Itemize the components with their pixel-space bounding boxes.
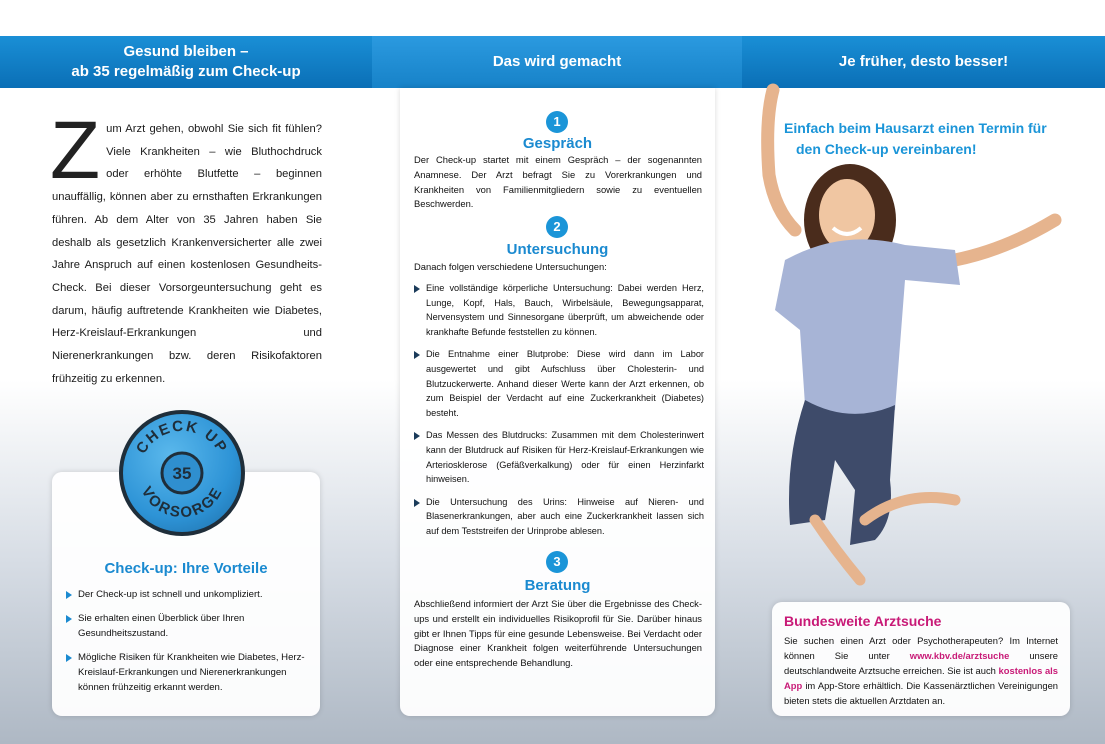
header-col1-line1: Gesund bleiben –	[123, 43, 249, 60]
step-2-item: Das Messen des Blutdrucks: Zusammen mit dem Cholesterinwert kann der Blutdruck auf Risiken für Herz-Kreislauf-Erkrankungen wie Arteriosklerose (Gefäßverkalkung) oder für einen Herzinfarkt hinweisen.	[414, 428, 704, 486]
step-2-text: Danach folgen verschiedene Untersuchungen:	[414, 261, 607, 272]
step-1-number: 1	[546, 111, 568, 133]
drop-cap: Z	[50, 105, 101, 196]
step-3-title: Beratung	[524, 577, 591, 594]
badge-bottom-text: VORSORGE	[137, 483, 227, 522]
header-col-gemacht: Das wird gemacht	[372, 36, 742, 88]
header-col-gesund	[0, 36, 372, 88]
intro-text: um Arzt gehen, obwohl Sie sich fit fühlen? Viele Krankheiten – wie Bluthochdruck oder erhöhte Blutfette – beginnen unauffällig, können aber zu ernsthaften Erkrankungen führen. Ab dem Alter von 35 Jahren haben Sie deshalb als gesetzlich Krankenversicherter alle zwei Jahre Anspruch auf einen kostenlosen Gesundheits-Check. Bei dieser Vorsorgeuntersuchung geht es darum, häufig auftretende Krankheiten wie Diabetes, Herz-Kreislauf-Erkrankungen und Nierenerkrankungen bzw. deren Risikofaktoren frühzeitig zu erkennen.	[52, 123, 322, 385]
header-col1-line2: ab 35 regelmäßig zum Check-up	[71, 63, 301, 80]
step-2-list	[414, 281, 704, 547]
arztsuche-text-c: im App-Store erhältlich. Die Kassenärztlichen Vereinigungen bieten stets die aktuellen Arztdaten an.	[784, 680, 1058, 706]
step-3-number: 3	[546, 551, 568, 573]
hausarzt-line2: den Check-up vereinbaren!	[796, 141, 977, 157]
hausarzt-line1: Einfach beim Hausarzt einen Termin für	[784, 120, 1047, 136]
arztsuche-link[interactable]: www.kbv.de/arztsuche	[909, 650, 1010, 661]
arztsuche-text	[784, 633, 1058, 708]
vorteile-item: Der Check-up ist schnell und unkompliziert.	[66, 587, 306, 602]
step-3-text: Abschließend informiert der Arzt Sie über die Ergebnisse des Check-ups und erstellt ein individuelles Risikoprofil für Sie. Darüber hinaus gibt er Ihnen Tipps für eine gesunde Lebensweise. Bei Verdacht oder Diagnose einer Krankheit folgen weiterführende Untersuchungen oder eine entsprechende Behandlung.	[414, 598, 702, 669]
step-2-item: Eine vollständige körperliche Untersuchung: Dabei werden Herz, Lunge, Kopf, Hals, Bauch, Wirbelsäule, Bewegungsapparat, Nervensystem und Sinnesorgane überprüft, um abweichende oder krankhafte Befunde feststellen zu können.	[414, 281, 704, 339]
badge-number: 35	[172, 464, 192, 483]
arztsuche-text-b: unsere deutschlandweite Arztsuche erreichen. Sie ist auch	[784, 650, 1058, 676]
intro-paragraph	[50, 105, 322, 390]
vorteile-item: Mögliche Risiken für Krankheiten wie Diabetes, Herz-Kreislauf-Erkrankungen und Nierenerkrankungen können frühzeitig erkannt werden.	[66, 650, 306, 695]
checkup-badge	[119, 410, 245, 536]
badge-top-text: CHECK UP	[132, 417, 232, 457]
jumping-woman-illustration	[755, 80, 1075, 600]
header-col-frueher: Je früher, desto besser!	[838, 53, 1009, 70]
badge-graphic	[123, 414, 241, 532]
step-2-item: Die Untersuchung des Urins: Hinweise auf Nieren- und Blasenerkrankungen, aber auch eine Zuckerkrankheit lassen sich auf dem Teststreifen der Urinprobe ablesen.	[414, 495, 704, 539]
vorteile-list	[66, 587, 306, 704]
arztsuche-app: kostenlos als App	[784, 665, 1059, 691]
step-1-text: Der Check-up startet mit einem Gespräch – der sogenannten Anamnese. Der Arzt befragt Sie zu Vorerkrankungen und Krankheiten von Familienmitgliedern sowie zu eventuellen Beschwerden.	[414, 154, 702, 210]
vorteile-title: Check-up: Ihre Vorteile	[104, 560, 268, 577]
step-1-title: Gespräch	[522, 135, 593, 152]
vorteile-item: Sie erhalten einen Überblick über Ihren Gesundheitszustand.	[66, 611, 306, 641]
svg-text:CHECK UP	[133, 418, 231, 457]
arztsuche-title: Bundesweite Arztsuche	[784, 613, 942, 629]
arztsuche-text-a: Sie suchen einen Arzt oder Psychotherapeuten? Im Internet können Sie unter	[784, 635, 1058, 661]
step-2-number: 2	[546, 216, 568, 238]
step-2-item: Die Entnahme einer Blutprobe: Diese wird dann im Labor ausgewertet und gibt Aufschluss über Cholesterin- und Blutzuckerwerte. Anhand dieser Werte kann der Arzt erkennen, ob zum Beispiel der Verdacht auf eine Zuckerkrankheit (Diabetes) besteht.	[414, 347, 704, 420]
step-2-title: Untersuchung	[506, 241, 609, 258]
